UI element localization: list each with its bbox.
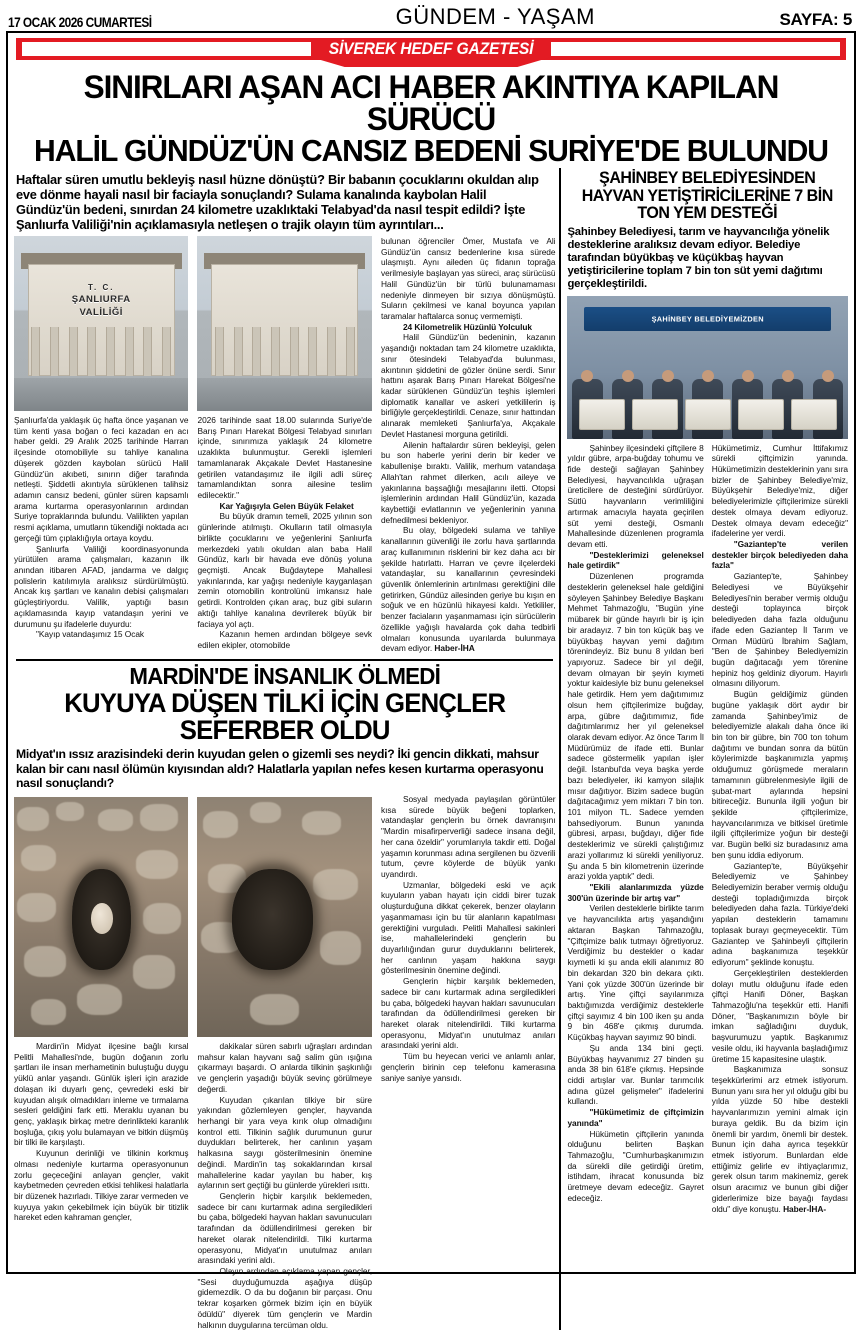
paragraph: Bu büyük dramın temeli, 2025 yılının son günlerinde atılmıştı. Okulların tatil olmasıyla birlikte çocuklarını ve yeğenlerini Şanlıurfa merkezdeki yatılı okuldan alan baba Halil Gündüz, karlı bir havada eve dönüş yoluna geçmişti. Ancak Buğdaytepe Mahallesi yakınlarında, kar yağışı nedeniyle kayganlaşan zemin otomobilin kontrolünü imkansız hale getirdi. Kontrolden çıkan araç, buz gibi suların aktığı tahliye kanalına devrilerek büyük bir faciaya yol açtı. xyxy=(197,511,372,629)
second-col-1-text xyxy=(14,1041,188,1223)
paragraph: Ailenin haftalardır süren bekleyişi, gelen bu son haberle yerini derin bir keder ve kabullenişe bıraktı. Valilik, merhum vatandaşa Allah'tan rahmet dilerken, acılı aileye ve yakınlarına başsağlığı mesajlarını iletti. Otopsi işlemlerinin ardından Halil Gündüz'ün, kazada kaybettiği evlatlarının ve yeğenlerinin yanına defnedilmesi bekleniyor. xyxy=(380,439,556,525)
paragraph: Kazanın hemen ardından bölgeye sevk edilen ekipler, otomobilde xyxy=(197,629,372,651)
ceremony-banner-text: ŞAHİNBEY BELEDİYEMİZDEN xyxy=(651,314,764,324)
paragraph: Şahinbey ilçesindeki çiftçilere 8 yıldır gübre, arpa-buğday tohumu ve fide desteği sağlayan Şahinbey Belediyesi, hayvancılıkla uğraşan üreticilere de desteğini sürdürüyor. Sütlü hayvanların verimliliğini artırmak amacıyla hayata geçirilen süt yemi desteği, Osmanlı Mahallesinde düzenlenen programla devam etti. xyxy=(567,442,704,550)
rail-columns xyxy=(567,443,848,1215)
paragraph: Gaziantep'te, Büyükşehir Belediyemiz ve Şahinbey Belediyemizin beraber vermiş olduğu desteği topladığımızda birçok belediyeden daha fazla. Türkiye'deki yapılan desteklerin tamamını toplasak burayı geçmeyecektir. Tüm Gaziantep ve Şahinbeyli çiftçilerin adına başkanımıza teşekkür ediyorum" şeklinde konuştu. xyxy=(711,860,849,968)
building-sign-tc: T. C. xyxy=(88,283,115,293)
subheading: "Desteklerimizi geleneksel hale getirdik" xyxy=(567,549,704,571)
second-col-2 xyxy=(197,794,371,1330)
paragraph: Sosyal medyada paylaşılan görüntüler kısa sürede büyük beğeni toplarken, vatandaşlar gençlerin bu örnek davranışını "Mardin misafirperverliği sadece insana değil, her cana özeldir" yorumlarıyla takdir etti. Doğal yaşamın korunması adına sergilenen bu özverili tutum, çevre köylerde de büyük yankı uyandırdı. xyxy=(380,793,556,879)
valilik-building-photo-continued xyxy=(197,236,371,411)
paragraph xyxy=(381,525,555,654)
second-col-3 xyxy=(381,794,555,1330)
paragraph: Verilen desteklerle birlikte tarım ve hayvancılıkta artış yaşandığını aktaran Başkan Tahmazoğlu, "Çiftçimize balık tutmayı öğretiyoruz. Verdiğimiz bu destekler o kadar kıymetli ki şu anda ekili alanımız 80 bin dekardan 320 bin dekara çıktı. Yani çok yüzde 300'ün üzerinde bir artış. Yine çiftçi sayılarımıza baktığımızda verdiğimiz desteklerle çiftçi sayımız 4 bin 100 iken şu anda 9 bin 468'e çıkmış durumda. Küçükbaş hayvan sayımız 90 bindi. xyxy=(567,903,704,1043)
masthead-date: 17 OCAK 2026 CUMARTESİ xyxy=(8,15,152,30)
second-col-2-text xyxy=(197,1041,371,1330)
top-region xyxy=(14,168,848,1330)
lead-col-1 xyxy=(14,236,188,654)
well-rescue-photo-continued xyxy=(197,797,371,1037)
paragraph: Olayın ardından açıklama yapan gençler, "Sesi duyduğumuzda aşağıya düşüp gidemezdik. O da bu doğanın bir parçası. Onu tekrar koşarken görmek bizim için en büyük ödüldü" diyerek tüm gençlerin ve Mardin halkının duygularına tercüman oldu. xyxy=(197,1266,372,1330)
lead-story-block xyxy=(14,168,555,1330)
rail-col-2-text xyxy=(712,443,848,1215)
second-story-deck: Midyat'ın ıssız arazisindeki derin kuyudan gelen o gizemli ses neydi? İki gencin dikkati, mahsur kalan bir canı nasıl ölümün kıyısından aldı? Halatlarla yapılan nefes kesen kurtarma operasyonu nasıl sonuçlandı? xyxy=(16,747,544,791)
subheading: "Gaziantep'te verilen destekler birçok belediyeden daha fazla" xyxy=(711,539,849,571)
paragraph: Bugün geldiğimiz günden bugüne yaklaşık dört aydır bir zamanda Şahinbey'imiz de belediyemizle alakalı daha önce iki bin ton bir gübre, bin 700 ton tohum dağıtımı ve bundan sonra da bütün köylerimizde başkanımızla yapmış olduğumuz görüşmede meraların tamamının gübrelenmesiyle ilgili de şubat-mart aylarında hepsini bitireceğiz. Bununla ilgili yoğun bir şekilde çiftçilerimize, hayvancılarımıza ve bitkisel üretimle ilgili çiftçilerimize yoğun bir desteği var. Bugün belki siz buradasınız ama ben şunu iddia ediyorum. xyxy=(711,689,849,860)
lead-headline xyxy=(16,69,846,169)
paragraph: Halil Gündüz'ün bedeninin, kazanın yaşandığı noktadan tam 24 kilometre uzaklıkta, sınır ötesindeki Telabyad'da bulunması, akıntının şiddetini de gözler önüne serdi. Sınır hattını aşarak Barış Pınarı Harekat Bölgesi'ne kadar sürüklenen Gündüz'ün teşhis işlemleri diplomatik kanallar ve askeri yetkililerin iş birliğiyle gerçekleştirildi. Cenaze, sınır hattından alınarak memleketi Şanlıurfa'ya, Akçakale Devlet Hastanesi morguna getirildi. xyxy=(380,332,556,439)
masthead-page-number: SAYFA: 5 xyxy=(779,10,852,29)
lead-story-columns xyxy=(14,236,555,654)
paragraph: Hükümetimiz, Cumhur İttifakımız sürekli çiftçimizin yanında. Hükümetimizin desteklerinin yanı sıra bizler de Şahinbey Belediye'miz, Büyükşehir Belediye'miz, diğer belediyelerimizle çiftçilerimize sürekli destek olmaya devam ediyoruz. Destek olmaya devam edeceğiz" ifadelerine yer verdi. xyxy=(711,442,849,539)
story-credit: Haber-İHA xyxy=(434,643,475,654)
second-col-3-text xyxy=(381,794,555,1083)
lead-col-1-text xyxy=(14,415,188,640)
second-story-kicker: MARDİN'DE İNSANLIK ÖLMEDİ xyxy=(129,663,441,689)
paragraph: dakikalar süren sabırlı uğraşları ardından mahsur kalan hayvanı sağ salim gün ışığına çıkarmayı başardı. O anlarda tilkinin şaşkınlığı ve gençlerin yaşadığı büyük sevinç görülmeye değerdi. xyxy=(197,1040,372,1094)
building-ground xyxy=(14,378,188,411)
story-credit: Haber-İHA- xyxy=(783,1203,827,1214)
subheading: Kar Yağışıyla Gelen Büyük Felaket xyxy=(219,500,354,511)
masthead-section-title: GÜNDEM - YAŞAM xyxy=(395,4,595,29)
paragraph: Şanlıurfa'da yaklaşık üç hafta önce yaşanan ve tüm kenti yasa boğan o feci kazadan en acı haber geldi. 29 Aralık 2025 tarihinde Harran ilçesinde otomobiliyle su tahliye kanalına düşerek gözden kaybolan sürücü Halil Gündüz'ün akıbeti, sınırın diğer tarafında netleşti. Şiddetli akıntıyla sürüklenen talihsiz adamın cansız bedeni, günler süren kapsamlı arama kurtarma operasyonlarının ardından Suriye topraklarında bulundu. Valilikten yapılan resmi açıklama, umutların tükendiği noktada acı gerçeği tüm çıplaklığıyla ortaya koydu. xyxy=(14,414,189,543)
second-story-columns xyxy=(14,794,555,1330)
rail-col-2 xyxy=(712,443,848,1215)
well-opening xyxy=(232,869,312,970)
lead-headline-line2: HALİL GÜNDÜZ'ÜN CANSIZ BEDENİ SURİYE'DE BULUNDU xyxy=(34,133,828,169)
paragraph: Gençlerin hiçbir karşılık beklemeden, sadece bir canı kurtarmak adına sergiledikleri bu çaba, bölgedeki hayvan hakları savunucuları tarafından da ödüllendirilmesi gereken bir hareket olarak nitelendirildi. Tilki kurtarma operasyonu, Midyat'ın unutulmaz anıları arasındaki yerini aldı. xyxy=(380,976,556,1051)
paragraph: bulunan öğrenciler Ömer, Mustafa ve Ali Gündüz'ün cansız bedenlerine kısa sürede ulaşmıştı. Aynı aileden üç fidanın toprağa verilmesiyle başlayan yas süreci, araç sürücüsü Halil Gündüz'ün bir türlü bulunamaması nedeniyle dinmeyen bir sızıya dönüşmüştü. Suların çekilmesi ve kanal boyunca yapılan taramalar haftalarca sonuç vermemişti. xyxy=(380,235,556,321)
paragraph: Kuyunun derinliği ve tilkinin korkmuş olması nedeniyle kurtarma operasyonunun zorlu geçeceğini anlayan gençler, vakit kaybetmeden çevreden etkisi tehlikesi halatlarla bir düzenek hazırladı. Tilkiye zarar vermeden ve kuyuya yakın çekebilmek için büyük bir titizlik hareket eden kahraman gençler, xyxy=(14,1148,189,1223)
newspaper-banner xyxy=(16,38,846,68)
right-rail-story xyxy=(559,168,848,1330)
paragraph: 2026 tarihinde saat 18.00 sularında Suriye'de Barış Pınarı Harekat Bölgesi Telabyad sınırları içinde, sınırımıza yaklaşık 24 kilometre uzaklıkta bulunmuştur. Gerekli işlemleri tamamlanarak Akçakale Devlet Hastanesine getirilen vatandaşımız ile ilgili adli süreç tamamlandıktan sonra ailesine teslim edilecektir." xyxy=(197,414,372,500)
section-divider xyxy=(16,659,553,661)
masthead xyxy=(6,0,856,31)
building-ground xyxy=(197,378,371,411)
paragraph: Şanlıurfa Valiliği koordinasyonunda yürütülen arama çalışmaları, kazanın ilk anından itibaren AFAD, jandarma ve dalgıç polislerin katılımıyla aralıksız sürdürülmüştü. Ancak kış şartları ve kanalın debisi çalışmaları güçleştiriyordu. Valilik, yaptığı basın açıklamasında kayıp vatandaşın yerini ve durumunu şu ifadelerle duyurdu: xyxy=(14,543,189,629)
paragraph: "Kayıp vatandaşımız 15 Ocak xyxy=(36,629,145,640)
lead-col-2-text xyxy=(197,415,371,651)
second-story-headline xyxy=(16,665,553,743)
paragraph: Şu anda 134 bini geçti. Büyükbaş hayvanımız 27 binden şu anda 38 bin 618'e çıkmış. Hepsinde ciddi artışlar var. Bunlar tarımcılık adına güzel gelişmeler" ifadelerini kullandı. xyxy=(567,1042,704,1107)
rail-deck: Şahinbey Belediyesi, tarım ve hayvancılığa yönelik desteklerine aralıksız devam ediyor. Belediye tarafından büyükbaş ve küçükbaş hayvan yetiştiricilerine toplam 7 bin ton süt yemi dağıtımı gerçekleştirildi. xyxy=(567,225,830,291)
page-frame xyxy=(6,31,856,1330)
valilik-building-photo xyxy=(14,236,188,411)
paragraph: Uzmanlar, bölgedeki eski ve açık kuyuların yaban hayatı için ciddi birer tuzak oluşturduğuna dikkat çekerek, benzer olayların yaşanmaması için bu tür alanların kapatılması gerektiğini vurguladı. Pelitli Mahallesi sakinleri ise, mahallelerindeki gençlerin bu duyarlılığından gurur duyduklarını belirterek, her canlının yaşam hakkına saygı gösterilmesinin önemine değindi. xyxy=(380,879,556,976)
paragraph: Kuyudan çıkarılan tilkiye bir süre yakından gözlemleyen gençler, hayvanda herhangi bir yara veya kırık olup olmadığını kontrol etti. Tilkinin sağlık durumunun gurur duydukları belirterek, her canlının yaşam halkasına saygı gösterilmesinin önemine değindi. Mardin'in taş sokaklarından kırsal mahallelerine kadar yayılan bu haber, kış aylarının sert geçtiği bu günlerde yürekleri ısıttı. xyxy=(197,1094,372,1191)
rail-col-1-text xyxy=(567,443,703,1204)
paragraph: Gençlerin hiçbir karşılık beklemeden, sadece bir canı kurtarmak adına sergiledikleri bu çaba, bölgedeki hayvan hakları savunucuları tarafından da ödüllendirilmesi gereken bir hareket olarak nitelendirildi. Tilki kurtarma operasyonu, Midyat'ın unutulmaz anıları arasındaki yerini aldı. xyxy=(197,1190,372,1266)
subheading: 24 Kilometrelik Hüzünlü Yolculuk xyxy=(402,321,532,332)
paragraph: Hükümetin çiftçilerin yanında olduğunu belirten Başkan Tahmazoğlu, "Cumhurbaşkanımızın da sürekli dile getirdiği üretim, istihdam, ihracat konusunda biz üretmeye devam edeceğiz. Gayret edeceğiz. xyxy=(567,1128,704,1203)
second-story-main-headline: KUYUYA DÜŞEN TİLKİ İÇİN GENÇLER SEFERBER OLDU xyxy=(64,688,506,745)
building-sign xyxy=(58,283,145,319)
lead-col-2 xyxy=(197,236,371,654)
rail-col-1 xyxy=(567,443,703,1215)
rail-headline: ŞAHİNBEY BELEDİYESİNDEN HAYVAN YETİŞTİRİCİLERİNE 7 BİN TON YEM DESTEĞİ xyxy=(582,169,834,223)
well-rescue-photo xyxy=(14,797,188,1037)
building-columns xyxy=(215,327,355,376)
subheading: "Hükümetimiz de çiftçimizin yanında" xyxy=(567,1107,704,1128)
paragraph: Gerçekleştirilen desteklerden dolayı mutlu olduğunu ifade eden çiftçi Hanifi Döner, Başkan Tahmazoğlu'na teşekkür etti. Hanifi Döner, "Başkanımızın böyle bir imkan sağladığını duyduk, başvurumuzu yaptık. Başkanımız vesile oldu, iki hayvanla başladığımız üretime 15 kapasitesine ulaştık. xyxy=(711,967,849,1064)
lead-col-3 xyxy=(381,236,555,654)
ceremony-banner xyxy=(584,307,831,331)
lead-col-3-text xyxy=(381,236,555,654)
subheading: "Ekili alanlarımızda yüzde 300'ün üzerinde bir artış var" xyxy=(567,882,704,903)
lead-headline-line1: SINIRLARI AŞAN ACI HABER AKINTIYA KAPILAN SÜRÜCÜ xyxy=(83,69,779,137)
sahinbey-ceremony-photo xyxy=(567,296,848,439)
paragraph-text: Başkanımıza sonsuz teşekkürlerimi arz etmek istiyorum. Bunun yanı sıra her yıl olduğu gibi bu yılda yüzde 50 hibe destekli hayvanlarımızın yemini almak için buraya geldik. Bu da bizim için önemli bir yardım, önemli bir destek. Bunun için daha ayrıca teşekkür etmek istiyorum. Bunlardan elde ettiğimiz gelirle ev ihtiyaçlarımız, gerek olsun tarım makinemiz, gerek olsun aracımız ve bunun gibi diğer giderlerimize bize bayağı faydası oldu" diye konuştu. xyxy=(711,1064,849,1214)
building-columns xyxy=(31,327,171,376)
paragraph: Düzenlenen programda desteklerin geleneksel hale geldiğini söyleyen Şahinbey Belediye Başkanı Mehmet Tahmazoğlu, "Bugün yine mübarek bir günde hayırlı bir iş için bir aradayız. 7 bin ton küçük baş ve büyükbaş hayvan yemi dağıtım törenindeyiz. Biz bunu 8 yıldan beri yapıyoruz. Sadece bir yıl değil, devam olmayan bir şeyin kıymeti yoktur kaidesiyle biz bunu geleneksel hale getirdik. Hem yem dağıtımımız olsun hem çiftçilerimize buğday, arpa, gübre dağıtımımız, fide dağıtımlarımız her yıl geleneksel olarak devam ediyor. Az önce Tarım İl Müdürümüz de ifade etti. Bunlar sadece göstermelik yapılan işler değil. İstanbul'da veya başka yerde bazı belediyeler, iki kamyon silajlık mısır dağıtıyor. Bizim sadece bugün dağıtacağımız yem miktarı 7 bin ton. 101 milyon TL. Sadece yemden bahsediyorum. Bunun yanında gübresi, arpası, buğdayı, diğer fide desteklerimiz ve sürekli çalıştığımız arazi yollarımız ki sürekli yeniliyoruz. Şu anda 5 bin kilometrenin üzerinde arazi yolda yaptık" dedi. xyxy=(567,571,704,882)
banner-title: SİVEREK HEDEF GAZETESİ xyxy=(328,39,534,58)
paragraph: Mardin'in Midyat ilçesine bağlı kırsal Pelitli Mahallesi'nde, bugün doğanın zorlu şartları ile insan merhametinin buluştuğu duygu yüklü anlar yaşandı. Günlük işleri için arazide dolaşan iki duyarlı genç, çevredeki eski bir kuyudan alışık olmadıkları inleme ve tırmalama sesleri geldiğini fark etti. Meraklu uyanan bu genç, yaklaşık birkaç metre derinlikteki karanlık boşluğa, çıkış yolu bulamayan ve bitkin düşmüş bir tilki ile karşılaştı. xyxy=(14,1040,189,1148)
lead-story-deck: Haftalar süren umutlu bekleyiş nasıl hüzne dönüştü? Bir babanın çocuklarını okuldan alıp eve dönme hayali nasıl bir faciayla sonuçlandı? Sulama kanalında kaybolan Halil Gündüz'ün bedeni, sınırdan 24 kilometre uzaklıktaki Telabyad'da nasıl tespit edildi? İşte Şanlıurfa Valiliği'nin açıklamasıyla netleşen o trajik olayın tüm ayrıntıları... xyxy=(16,172,539,232)
second-col-1 xyxy=(14,794,188,1330)
paragraph-text: Bu olay, bölgedeki sulama ve tahliye kanallarının güvenliği ile zorlu hava şartlarında araç kullanımının risklerini bir kez daha acı bir şekilde hatırlattı. Harran ve çevre ilçelerdeki vatandaşlar, su kanallarının çevresindeki güvenlik önlemlerinin artırılması gerektiğini dile getirirken, Gündüz ailesinden geriye bu kışın en soğuk ve en hüzünlü hikayesi kaldı. Yetkililer, benzer faciaların yaşanmaması için sürücülerin özellikle yağışlı havalarda çok daha tedbirli olmaları konusunda uyarılarda bulunmaya devam ediyor. xyxy=(380,525,556,654)
building-sign-name: ŞANLIURFA VALİLİĞİ xyxy=(71,294,131,318)
paragraph: Gaziantep'te, Şahinbey Belediyesi ve Büyükşehir Belediyesi'nin beraber vermiş olduğu desteği toplayınca birçok belediyeden daha fazla olduğunu ifade eden Gaziantep İl Tarım ve Orman Müdürü İbrahim Sağlam, "Ben de Şahinbey Belediyemizin bugün dağıtacağı yem törenine hepiniz hoş geldiniz diyorum. Hayırlı olmasını diliyorum. xyxy=(711,571,849,689)
fox-figure xyxy=(91,903,114,934)
paragraph xyxy=(712,1064,848,1214)
feed-sacks xyxy=(579,399,837,430)
paragraph: Tüm bu heyecan verici ve anlamlı anlar, gençlerin birinin cep telefonu kamerasına saniye saniye yansıdı. xyxy=(380,1051,556,1083)
